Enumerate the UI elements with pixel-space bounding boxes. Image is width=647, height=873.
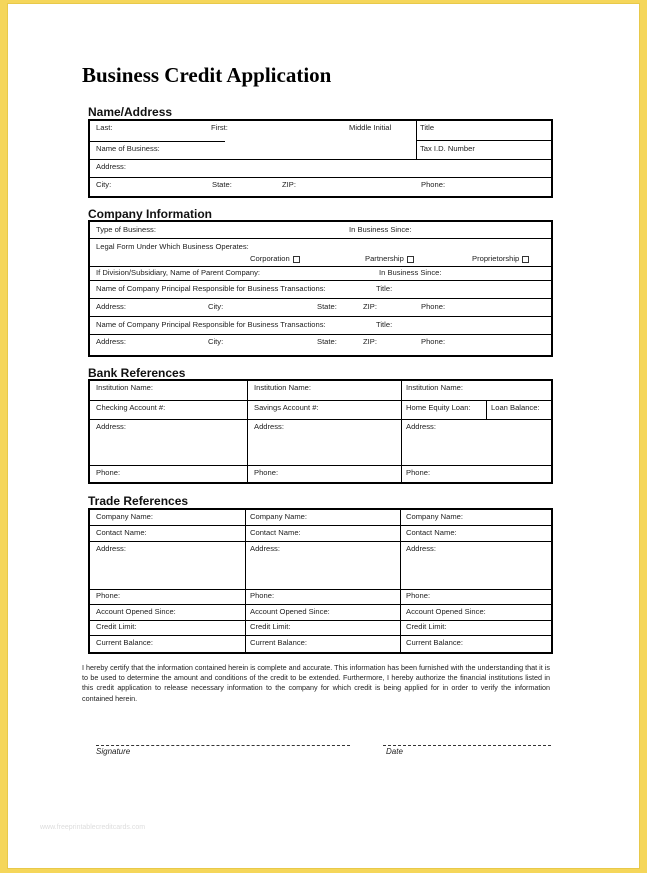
trade-3-balance-field[interactable]: Current Balance: <box>406 638 463 647</box>
principal-2-zip-field[interactable]: ZIP: <box>363 337 377 346</box>
trade-2-opened-field[interactable]: Account Opened Since: <box>250 607 330 616</box>
trade-3-address-field[interactable]: Address: <box>406 544 436 553</box>
section-heading-company: Company Information <box>88 207 213 221</box>
bank-2-institution-field[interactable]: Institution Name: <box>254 383 311 392</box>
home-equity-loan-field[interactable]: Home Equity Loan: <box>406 403 471 412</box>
trade-1-contact-field[interactable]: Contact Name: <box>96 528 147 537</box>
corporation-checkbox[interactable]: Corporation <box>250 255 300 263</box>
bank-2-address-field[interactable]: Address: <box>254 422 284 431</box>
bank-3-institution-field[interactable]: Institution Name: <box>406 383 463 392</box>
city-field[interactable]: City: <box>96 180 112 189</box>
principal-2-address-field[interactable]: Address: <box>96 337 126 346</box>
principal-1-address-field[interactable]: Address: <box>96 302 126 311</box>
principal-2-phone-field[interactable]: Phone: <box>421 337 446 346</box>
principal-1-state-field[interactable]: State: <box>317 302 337 311</box>
checking-account-field[interactable]: Checking Account #: <box>96 403 166 412</box>
checkbox-icon <box>407 256 414 263</box>
bank-1-address-field[interactable]: Address: <box>96 422 126 431</box>
watermark: www.freeprintablecreditcards.com <box>40 824 146 831</box>
signature-label: Signature <box>96 747 131 756</box>
trade-references-box <box>88 508 553 654</box>
principal-2-state-field[interactable]: State: <box>317 337 337 346</box>
trade-1-opened-field[interactable]: Account Opened Since: <box>96 607 176 616</box>
checkbox-icon <box>522 256 529 263</box>
title-field[interactable]: Title <box>420 123 435 132</box>
principal-2-field[interactable]: Name of Company Principal Responsible for Business Transactions: <box>96 320 326 329</box>
parent-in-business-since-field[interactable]: In Business Since: <box>379 268 442 277</box>
section-heading-bank: Bank References <box>88 366 186 380</box>
zip-field[interactable]: ZIP: <box>282 180 296 189</box>
middle-initial-field[interactable]: Middle Initial <box>349 123 392 132</box>
trade-3-contact-field[interactable]: Contact Name: <box>406 528 457 537</box>
principal-2-city-field[interactable]: City: <box>208 337 224 346</box>
trade-1-address-field[interactable]: Address: <box>96 544 126 553</box>
trade-3-company-field[interactable]: Company Name: <box>406 512 463 521</box>
checkbox-icon <box>293 256 300 263</box>
trade-1-limit-field[interactable]: Credit Limit: <box>96 622 137 631</box>
trade-1-balance-field[interactable]: Current Balance: <box>96 638 153 647</box>
address-field[interactable]: Address: <box>96 162 126 171</box>
page-title: Business Credit Application <box>82 63 332 87</box>
trade-2-address-field[interactable]: Address: <box>250 544 280 553</box>
proprietorship-checkbox[interactable]: Proprietorship <box>472 255 529 263</box>
principal-1-city-field[interactable]: City: <box>208 302 224 311</box>
principal-1-phone-field[interactable]: Phone: <box>421 302 446 311</box>
company-info-box <box>88 220 553 357</box>
bank-3-phone-field[interactable]: Phone: <box>406 468 431 477</box>
principal-2-title-field[interactable]: Title: <box>376 320 393 329</box>
date-line[interactable] <box>383 745 551 746</box>
savings-account-field[interactable]: Savings Account #: <box>254 403 319 412</box>
principal-1-title-field[interactable]: Title: <box>376 284 393 293</box>
parent-company-field[interactable]: If Division/Subsidiary, Name of Parent Company: <box>96 268 261 277</box>
trade-3-opened-field[interactable]: Account Opened Since: <box>406 607 486 616</box>
bank-1-phone-field[interactable]: Phone: <box>96 468 121 477</box>
signature-line[interactable] <box>96 745 350 746</box>
state-field[interactable]: State: <box>212 180 232 189</box>
principal-1-field[interactable]: Name of Company Principal Responsible for Business Transactions: <box>96 284 326 293</box>
section-heading-trade: Trade References <box>88 494 189 508</box>
last-name-field[interactable]: Last: <box>96 123 113 132</box>
loan-balance-field[interactable]: Loan Balance: <box>491 403 540 412</box>
trade-2-balance-field[interactable]: Current Balance: <box>250 638 307 647</box>
trade-2-contact-field[interactable]: Contact Name: <box>250 528 301 537</box>
first-name-field[interactable]: First: <box>211 123 228 132</box>
business-type-field[interactable]: Type of Business: <box>96 225 156 234</box>
business-name-field[interactable]: Name of Business: <box>96 144 160 153</box>
date-label: Date <box>386 747 403 756</box>
section-heading-name-address: Name/Address <box>88 105 173 119</box>
bank-3-address-field[interactable]: Address: <box>406 422 436 431</box>
bank-references-box <box>88 379 553 484</box>
trade-2-phone-field[interactable]: Phone: <box>250 591 275 600</box>
trade-2-limit-field[interactable]: Credit Limit: <box>250 622 291 631</box>
trade-1-phone-field[interactable]: Phone: <box>96 591 121 600</box>
trade-1-company-field[interactable]: Company Name: <box>96 512 153 521</box>
bank-2-phone-field[interactable]: Phone: <box>254 468 279 477</box>
certification-text: I hereby certify that the information contained herein is complete and accurate. This information has been furnished with the understanding that it is to be used to determine the amount and conditions of the credit to be extended. Furthermore, I hereby authorize the financial institutions listed in this credit application to release necessary information to the company for which credit is being applied for in order to verify the information contained herein. <box>82 663 550 703</box>
legal-form-label: Legal Form Under Which Business Operates: <box>96 242 249 251</box>
partnership-checkbox[interactable]: Partnership <box>365 255 414 263</box>
tax-id-field[interactable]: Tax I.D. Number <box>420 144 475 153</box>
principal-1-zip-field[interactable]: ZIP: <box>363 302 377 311</box>
name-address-box <box>88 119 553 198</box>
trade-3-phone-field[interactable]: Phone: <box>406 591 431 600</box>
bank-1-institution-field[interactable]: Institution Name: <box>96 383 153 392</box>
trade-2-company-field[interactable]: Company Name: <box>250 512 307 521</box>
trade-3-limit-field[interactable]: Credit Limit: <box>406 622 447 631</box>
phone-field[interactable]: Phone: <box>421 180 446 189</box>
in-business-since-field[interactable]: In Business Since: <box>349 225 412 234</box>
